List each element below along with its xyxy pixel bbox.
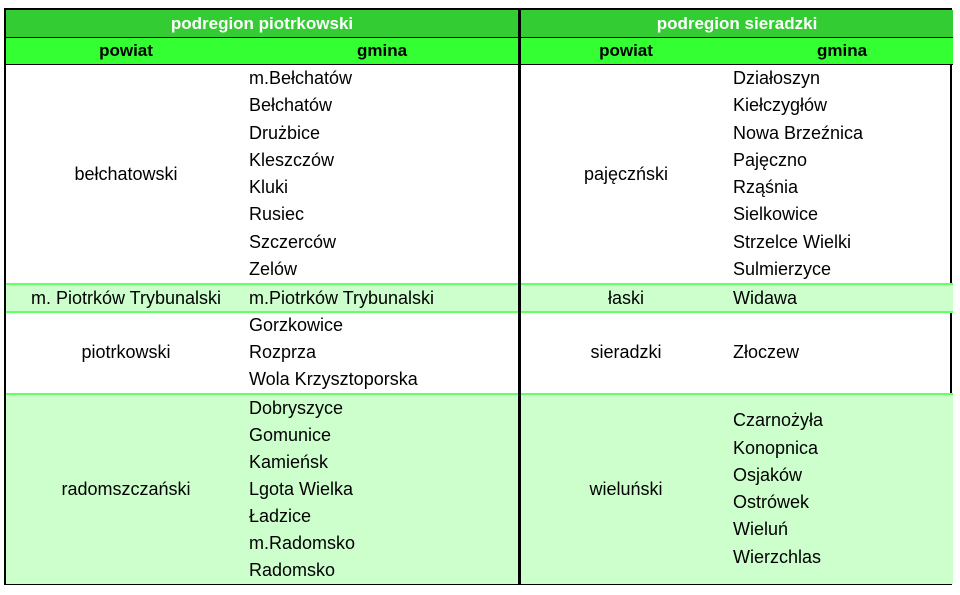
- gmina-list: [731, 313, 799, 393]
- left-half: [6, 10, 518, 583]
- powiat-cell: sieradzki: [590, 342, 662, 363]
- right-column-headers: [521, 38, 953, 65]
- gmina-list: [731, 285, 797, 310]
- region-table: [4, 8, 952, 585]
- gmina-cell: Wola Krzysztoporska: [249, 369, 418, 390]
- left-group-1: [6, 283, 518, 310]
- gmina-cell: Nowa Brzeźnica: [733, 122, 864, 143]
- gmina-cell: Radomsko: [249, 559, 336, 580]
- gmina-cell: Kluki: [249, 177, 289, 198]
- right-region-title: podregion sieradzki: [521, 10, 953, 38]
- right-half: [518, 10, 953, 583]
- left-col-powiat: powiat: [99, 41, 153, 60]
- gmina-cell: Rząśnia: [733, 177, 799, 198]
- left-body: [6, 65, 518, 584]
- left-col-gmina: gmina: [356, 41, 408, 60]
- gmina-cell: m.Bełchatów: [249, 68, 353, 88]
- gmina-cell: Kleszczów: [249, 149, 335, 170]
- gmina-cell: Rozprza: [249, 342, 317, 363]
- gmina-cell: Gomunice: [249, 424, 332, 445]
- gmina-cell: Konopnica: [733, 437, 819, 458]
- left-region-title: podregion piotrkowski: [6, 10, 518, 38]
- gmina-cell: Kiełczygłów: [733, 95, 828, 116]
- powiat-cell: radomszczański: [61, 478, 191, 499]
- gmina-cell: m.Piotrków Trybunalski: [249, 287, 435, 308]
- left-column-headers: [6, 38, 518, 65]
- left-group-2: [6, 311, 518, 393]
- powiat-cell: piotrkowski: [81, 342, 171, 363]
- gmina-cell: Złoczew: [733, 341, 800, 362]
- gmina-cell: Kamieńsk: [249, 451, 329, 472]
- gmina-cell: Sulmierzyce: [733, 259, 832, 280]
- gmina-cell: Dobryszyce: [249, 397, 344, 418]
- gmina-cell: Rusiec: [249, 204, 305, 225]
- gmina-cell: Gorzkowice: [249, 315, 344, 336]
- gmina-cell: Wieluń: [733, 519, 789, 540]
- gmina-cell: Drużbice: [249, 122, 321, 143]
- gmina-cell: Ostrówek: [733, 492, 810, 513]
- right-body: [521, 65, 953, 584]
- powiat-cell: łaski: [607, 287, 644, 308]
- gmina-list: [246, 285, 434, 310]
- gmina-cell: m.Radomsko: [249, 532, 356, 553]
- gmina-cell: Ładzice: [249, 505, 312, 526]
- gmina-cell: Bełchatów: [249, 95, 333, 116]
- gmina-list: [731, 65, 863, 283]
- gmina-list: [246, 395, 355, 584]
- gmina-cell: Szczerców: [249, 231, 337, 252]
- gmina-list: [731, 395, 823, 584]
- left-group-0: [6, 65, 518, 283]
- right-col-gmina: gmina: [816, 41, 868, 60]
- powiat-cell: m. Piotrków Trybunalski: [30, 287, 222, 308]
- gmina-cell: Widawa: [733, 287, 798, 308]
- gmina-cell: Czarnożyła: [733, 410, 824, 431]
- gmina-cell: Zelów: [249, 259, 298, 280]
- gmina-cell: Strzelce Wielki: [733, 231, 852, 252]
- gmina-cell: Wierzchlas: [733, 546, 822, 567]
- gmina-cell: Lgota Wielka: [249, 478, 354, 499]
- right-group-0: [521, 65, 953, 283]
- left-group-3: [6, 393, 518, 584]
- powiat-cell: wieluński: [589, 478, 663, 499]
- gmina-cell: Osjaków: [733, 464, 803, 485]
- powiat-cell: bełchatowski: [74, 163, 178, 184]
- right-col-powiat: powiat: [599, 41, 653, 60]
- right-group-2: [521, 311, 953, 393]
- gmina-cell: Pajęczno: [733, 149, 808, 170]
- right-group-1: [521, 283, 953, 310]
- gmina-cell: Sielkowice: [733, 204, 819, 225]
- powiat-cell: pajęczński: [583, 163, 669, 184]
- gmina-list: [246, 313, 418, 393]
- right-group-3: [521, 393, 953, 584]
- gmina-list: [246, 65, 352, 283]
- gmina-cell: Działoszyn: [733, 68, 821, 88]
